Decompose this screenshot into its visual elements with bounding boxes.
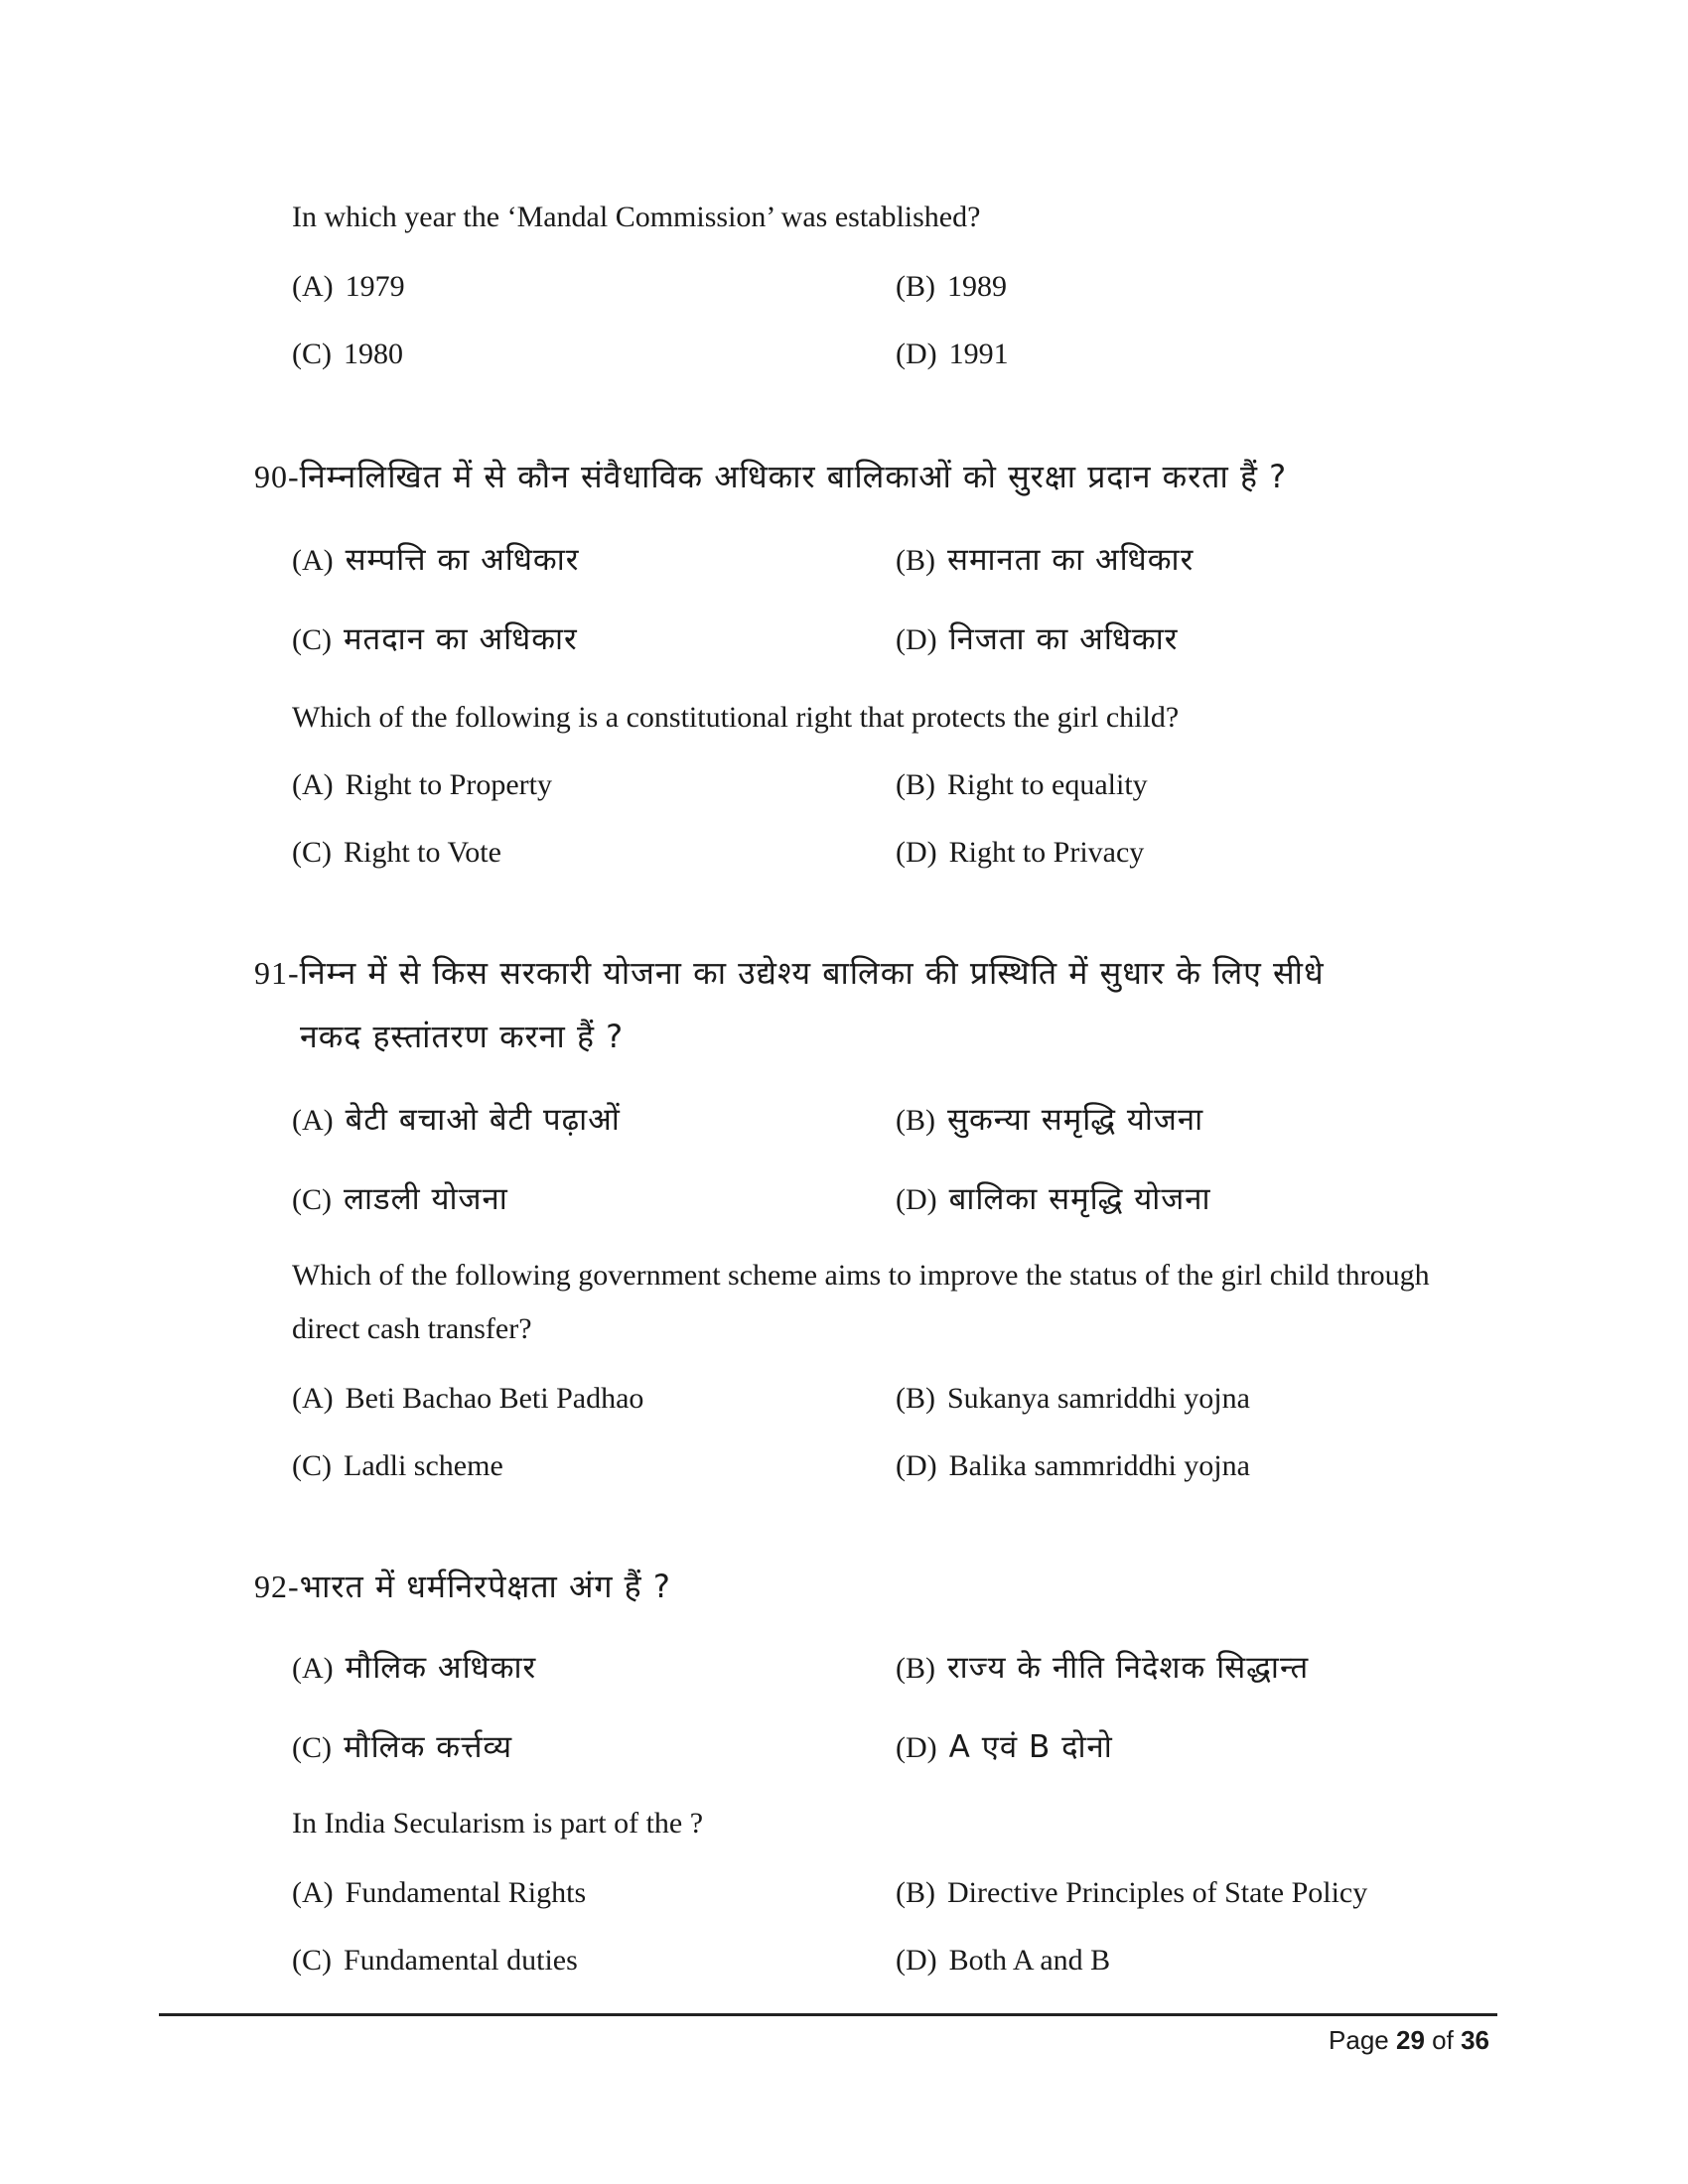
q89-en-option-a: (A) 1979 <box>292 270 405 303</box>
q91-en-question-line2: direct cash transfer? <box>292 1312 532 1345</box>
q90-hi-option-d: (D) निजता का अधिकार <box>896 621 1179 657</box>
q92-en-option-c: (C) Fundamental duties <box>292 1944 578 1977</box>
q92-en-option-d: (D) Both A and B <box>896 1944 1111 1977</box>
q90-en-option-b: (B) Right to equality <box>896 768 1148 801</box>
q92-hi-option-a: (A) मौलिक अधिकार <box>292 1650 537 1686</box>
footer-divider <box>159 2013 1497 2016</box>
q91-hi-question-line1: 91-निम्न में से किस सरकारी योजना का उद्येश्य बालिका की प्रस्थिति में सुधार के लिए सीधे <box>254 954 1325 992</box>
q92-en-question: In India Secularism is part of the ? <box>292 1807 704 1840</box>
q92-hi-question: 92-भारत में धर्मनिरपेक्षता अंग हैं ? <box>254 1568 671 1605</box>
q89-en-question: In which year the ‘Mandal Commission’ was established? <box>292 201 981 233</box>
q89-en-option-d: (D) 1991 <box>896 338 1009 370</box>
q90-hi-option-b: (B) समानता का अधिकार <box>896 542 1195 578</box>
q92-hi-option-d: (D) A एवं B दोनो <box>896 1729 1113 1765</box>
q91-en-question-line1: Which of the following government scheme aims to improve the status of the girl child through <box>292 1259 1430 1292</box>
q92-en-option-b: (B) Directive Principles of State Policy <box>896 1876 1368 1909</box>
q91-en-option-c: (C) Ladli scheme <box>292 1449 503 1482</box>
q90-hi-option-c: (C) मतदान का अधिकार <box>292 621 578 657</box>
q91-hi-option-c: (C) लाडली योजना <box>292 1181 508 1217</box>
q90-en-option-a: (A) Right to Property <box>292 768 552 801</box>
q91-en-option-b: (B) Sukanya samriddhi yojna <box>896 1382 1250 1415</box>
q92-en-option-a: (A) Fundamental Rights <box>292 1876 587 1909</box>
q90-en-option-c: (C) Right to Vote <box>292 836 501 869</box>
q92-hi-option-b: (B) राज्य के नीति निदेशक सिद्धान्त <box>896 1650 1310 1686</box>
q89-en-option-b: (B) 1989 <box>896 270 1007 303</box>
q91-en-option-d: (D) Balika sammriddhi yojna <box>896 1449 1250 1482</box>
q90-hi-option-a: (A) सम्पत्ति का अधिकार <box>292 542 580 578</box>
q89-en-option-c: (C) 1980 <box>292 338 403 370</box>
q90-en-question: Which of the following is a constitutional right that protects the girl child? <box>292 701 1180 734</box>
q91-en-option-a: (A) Beti Bachao Beti Padhao <box>292 1382 644 1415</box>
q91-hi-question-line2: नकद हस्तांतरण करना हैं ? <box>300 1018 625 1055</box>
q92-hi-option-c: (C) मौलिक कर्त्तव्य <box>292 1729 513 1765</box>
page-number: Page 29 of 36 <box>1329 2025 1489 2055</box>
q91-hi-option-a: (A) बेटी बचाओ बेटी पढ़ाओं <box>292 1102 621 1138</box>
q91-hi-option-d: (D) बालिका समृद्धि योजना <box>896 1181 1211 1217</box>
q90-en-option-d: (D) Right to Privacy <box>896 836 1145 869</box>
q90-hi-question: 90-निम्नलिखित में से कौन संवैधाविक अधिकार बालिकाओं को सुरक्षा प्रदान करता हैं ? <box>254 458 1288 495</box>
q91-hi-option-b: (B) सुकन्या समृद्धि योजना <box>896 1102 1204 1138</box>
